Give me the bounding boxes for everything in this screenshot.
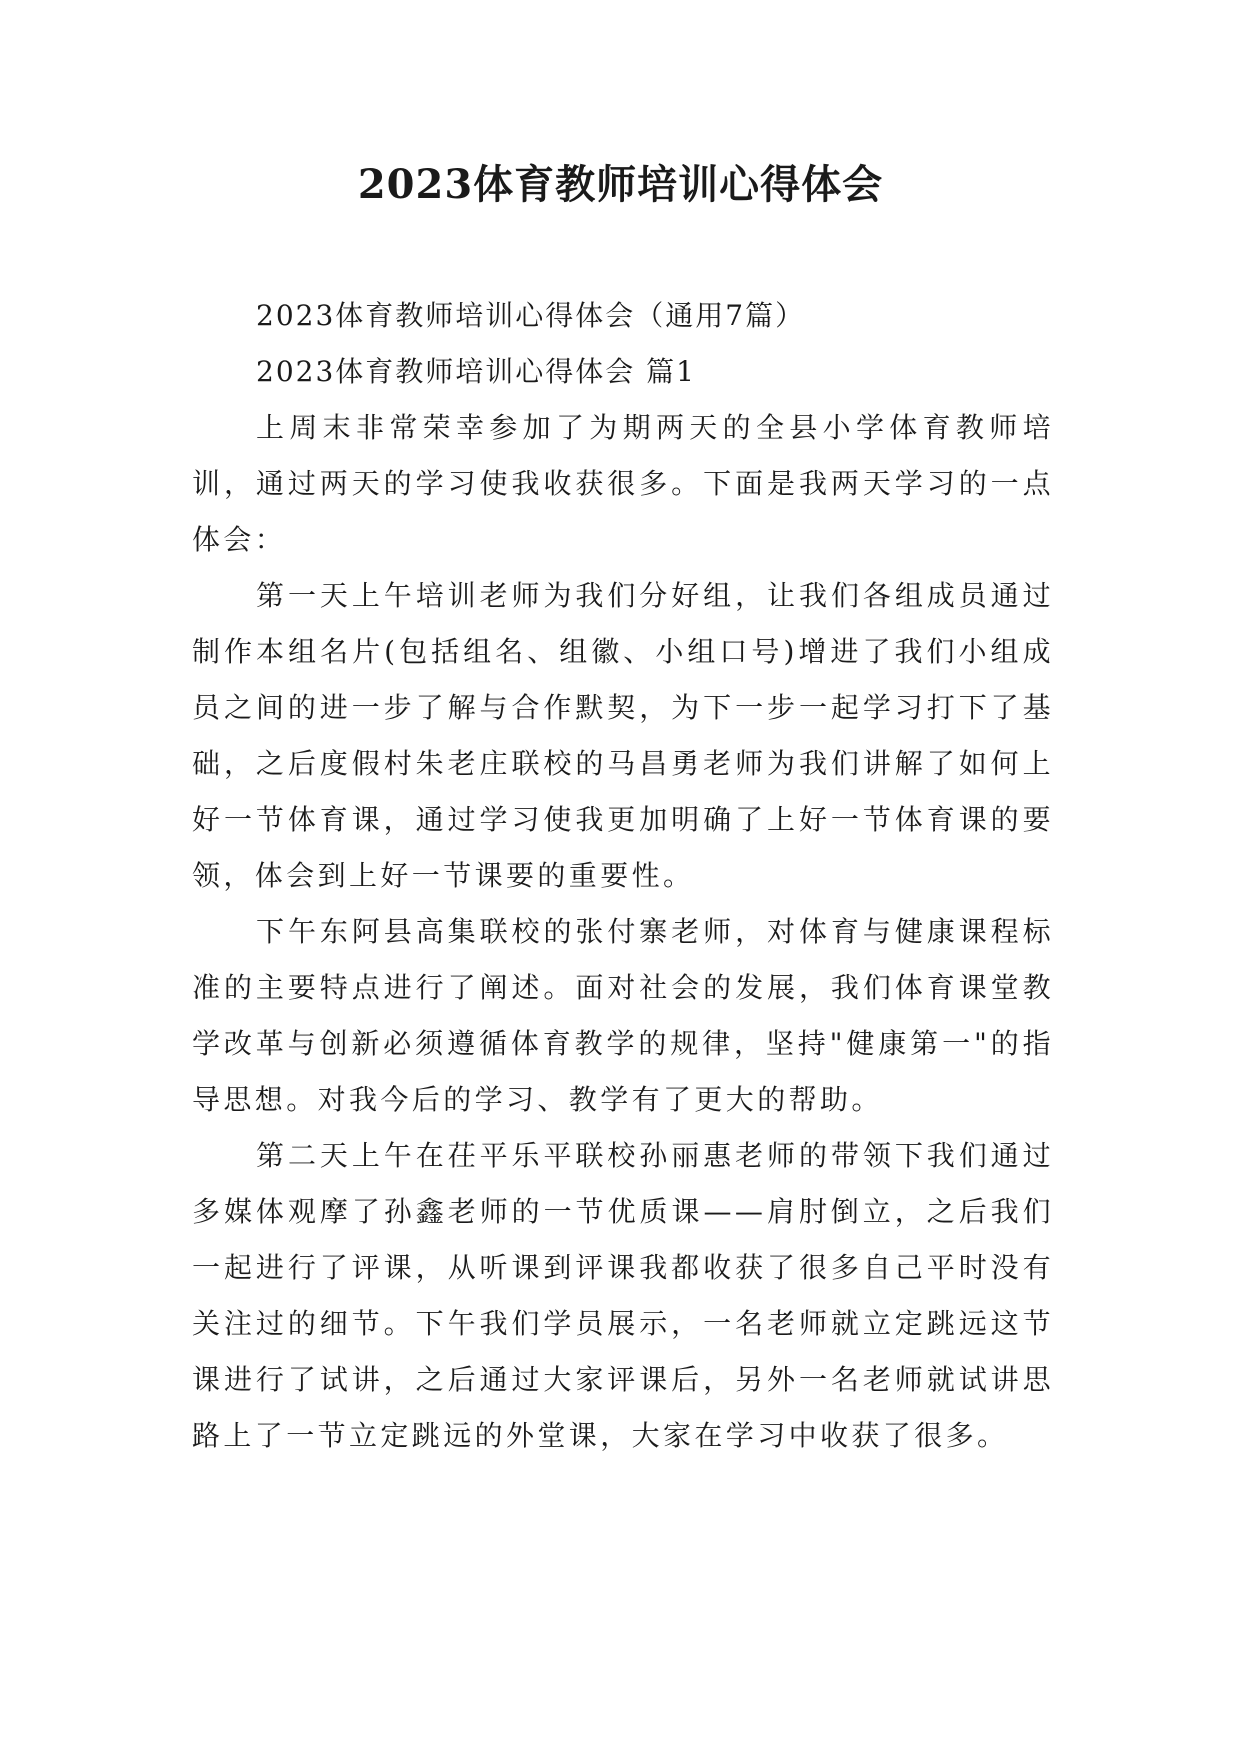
- document-title: 2023体育教师培训心得体会: [357, 161, 884, 208]
- document-body: [192, 288, 1054, 1464]
- body-paragraph: 下午东阿县高集联校的张付寨老师，对体育与健康课程标准的主要特点进行了阐述。面对社会的发展，我们体育课堂教学改革与创新必须遵循体育教学的规律，坚持"健康第一"的指导思想。对我今后的学习、教学有了更大的帮助。: [192, 915, 1054, 1116]
- body-paragraph: 第二天上午在茌平乐平联校孙丽惠老师的带领下我们通过多媒体观摩了孙鑫老师的一节优质课——肩肘倒立，之后我们一起进行了评课，从听课到评课我都收获了很多自己平时没有关注过的细节。下午我们学员展示，一名老师就立定跳远这节课进行了试讲，之后通过大家评课后，另外一名老师就试讲思路上了一节立定跳远的外堂课，大家在学习中收获了很多。: [192, 1139, 1054, 1452]
- collection-heading: 2023体育教师培训心得体会（通用7篇）: [256, 299, 806, 332]
- body-paragraph: 第一天上午培训老师为我们分好组，让我们各组成员通过制作本组名片(包括组名、组徽、小组口号)增进了我们小组成员之间的进一步了解与合作默契，为下一步一起学习打下了基础，之后度假村朱老庄联校的马昌勇老师为我们讲解了如何上好一节体育课，通过学习使我更加明确了上好一节体育课的要领，体会到上好一节课要的重要性。: [192, 579, 1054, 892]
- section-heading: 2023体育教师培训心得体会 篇1: [256, 355, 696, 388]
- body-paragraph: 上周末非常荣幸参加了为期两天的全县小学体育教师培训，通过两天的学习使我收获很多。下面是我两天学习的一点体会：: [192, 411, 1054, 556]
